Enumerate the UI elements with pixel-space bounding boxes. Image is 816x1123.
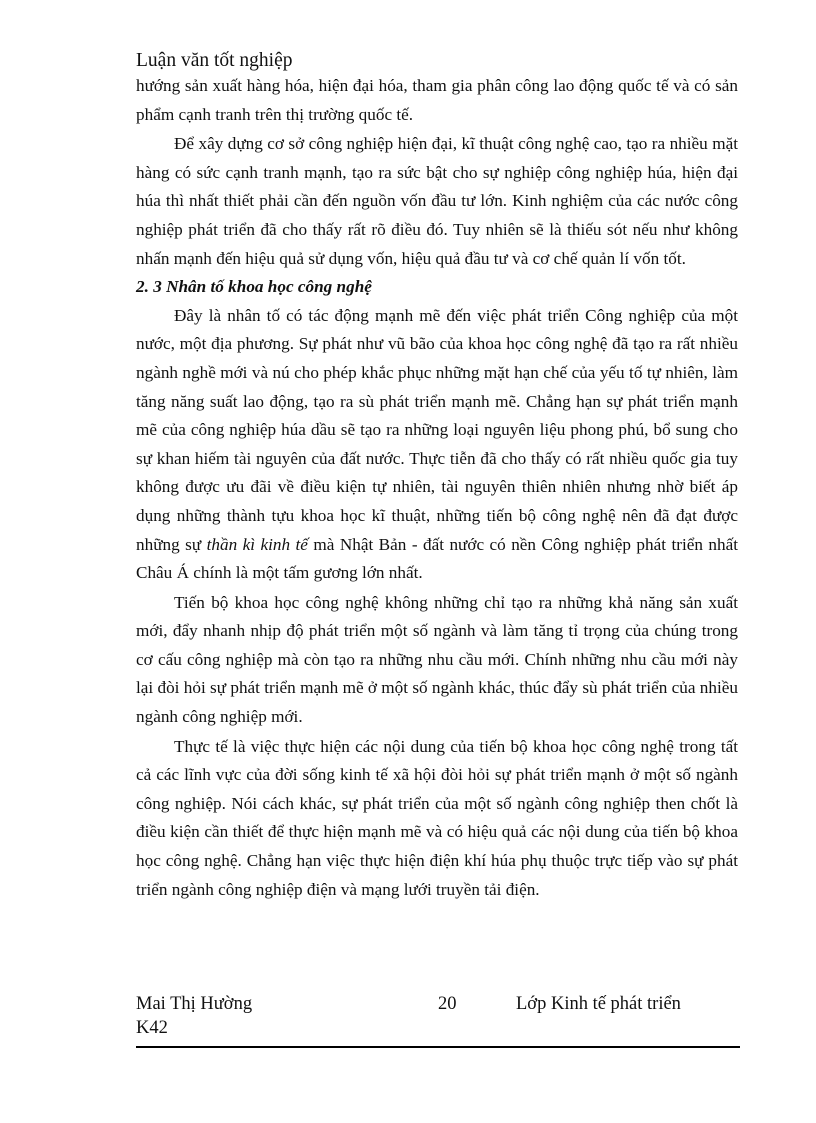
paragraph-science-3: Thực tế là việc thực hiện các nội dung của tiến bộ khoa học công nghệ trong tất cả các lĩnh vực của đời sống kinh tế xã hội đòi hỏi sự phát triển mạnh ở một số ngành công nghiệp. Nói cách khác, sự phát triển của một số ngành công nghiệp then chốt là điều kiện cần thiết để thực hiện mạnh mẽ và có hiệu quả các nội dung của tiến bộ khoa học công nghệ. Chẳng hạn việc thực hiện điện khí húa phụ thuộc trực tiếp vào sự phát triển ngành công nghiệp điện và mạng lưới truyền tải điện. xyxy=(136,736,738,899)
paragraph-science-1 xyxy=(136,302,738,588)
paragraph-science-1-emphasis: thần kì kinh tế xyxy=(206,534,308,554)
footer-class-name: Lớp Kinh tế phát triển xyxy=(516,994,681,1014)
paragraph-science-2: Tiến bộ khoa học công nghệ không những chỉ tạo ra những khả năng sản xuất mới, đẩy nhanh nhịp độ phát triển một số ngành và làm tăng tỉ trọng của chúng trong cơ cấu công nghiệp mà còn tạo ra những nhu cầu mới. Chính những nhu cầu mới này lại đòi hỏi sự phát triển mạnh mẽ ở một số ngành khác, thúc đẩy sù phát triển của nhiều ngành công nghiệp mới. xyxy=(136,592,738,727)
paragraph-science-1-text-a: Đây là nhân tố có tác động mạnh mẽ đến việc phát triển Công nghiệp của một nước, một địa phương. Sự phát như vũ bão của khoa học công nghệ đã tạo ra rất nhiều ngành nghề mới và nú cho phép khắc phục những mặt hạn chế của yếu tố tự nhiên, làm tăng năng suất lao động, tạo ra sù phát triển mạnh mẽ. Chẳng hạn sự phát triển mạnh mẽ của công nghiệp húa dầu sẽ tạo ra những loại nguyên liệu phong phú, bổ sung cho sự khan hiếm tài nguyên của đất nước. Thực tiễn đã cho thấy có rất nhiều quốc gia tuy không được ưu đãi về điều kiện tự nhiên, tài nguyên thiên nhiên nhưng nhờ biết áp dụng những thành tựu khoa học kĩ thuật, những tiến bộ công nghệ nên đã đạt được những sự xyxy=(136,305,738,554)
footer-author: Mai Thị Hường xyxy=(136,994,253,1014)
paragraph-capital: Để xây dựng cơ sở công nghiệp hiện đại, kĩ thuật công nghệ cao, tạo ra nhiều mặt hàng có sức cạnh tranh mạnh, tạo ra sức bật cho sự nghiệp công nghiệp húa, hiện đại húa thì nhất thiết phải cần đến nguồn vốn đầu tư lớn. Kinh nghiệm của các nước công nghiệp phát triển đã cho thấy rất rõ điều đó. Tuy nhiên sẽ là thiếu sót nếu như không nhấn mạnh đến hiệu quả sử dụng vốn, hiệu quả đầu tư và cơ chế quản lí vốn tốt. xyxy=(136,134,738,268)
page-footer xyxy=(136,992,740,1050)
header-title: Luận văn tốt nghiệp xyxy=(136,50,293,71)
footer-rule xyxy=(136,1046,740,1048)
footer-page-number: 20 xyxy=(438,994,457,1014)
footer-class-code: K42 xyxy=(136,1018,168,1038)
section-heading: 2. 3 Nhân tố khoa học công nghệ xyxy=(136,277,372,297)
body-text xyxy=(136,72,738,904)
paragraph-science-1-text-b: mà Nhật Bản - đất nước có nền Công nghiệp phát triển nhất Châu Á chính là một tấm gương lớn nhất. xyxy=(136,534,738,583)
paragraph-continuation: hướng sản xuất hàng hóa, hiện đại hóa, tham gia phân công lao động quốc tế và có sản phẩm cạnh tranh trên thị trường quốc tế. xyxy=(136,76,738,124)
